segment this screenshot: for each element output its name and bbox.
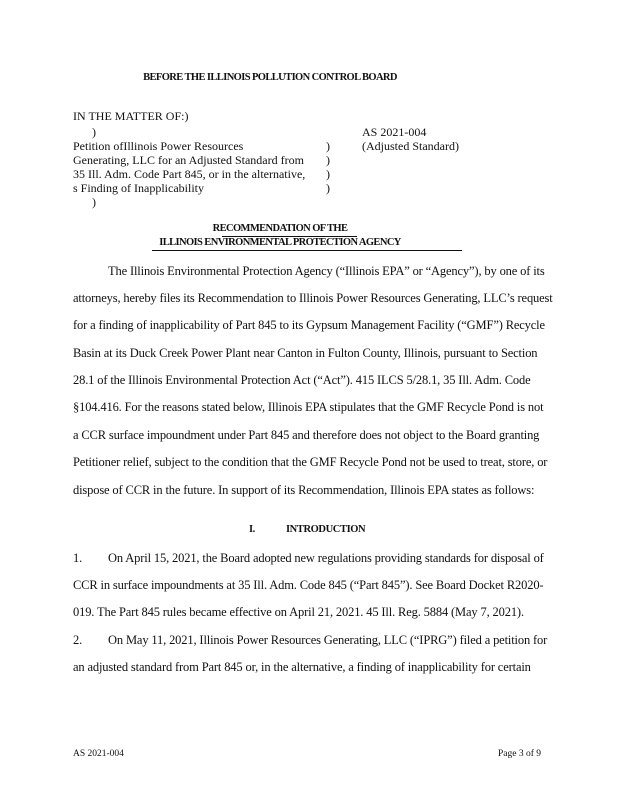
caption-paren: )	[326, 153, 330, 167]
docket-type: (Adjusted Standard)	[362, 139, 459, 153]
paragraph-number: 1.	[73, 551, 83, 565]
caption-paren: )	[92, 125, 96, 139]
paragraph-number: 2.	[73, 633, 83, 647]
intro-line: Basin at its Duck Creek Power Plant near Canton in Fulton County, Illinois, pursuant to Section	[73, 346, 538, 360]
footer-page-number: Page 3 of 9	[498, 749, 542, 759]
paragraph-line: an adjusted standard from Part 845 or, in the alternative, a finding of inapplicability for certain	[73, 660, 531, 674]
intro-line: dispose of CCR in the future. In support of its Recommendation, Illinois EPA states as follows:	[73, 483, 535, 497]
paragraph-line: 019. The Part 845 rules became effective on April 21, 2021. 45 Ill. Reg. 5884 (May 7, 2021).	[73, 605, 524, 619]
section-title: INTRODUCTION	[286, 524, 366, 535]
matter-of-label: IN THE MATTER OF:)	[73, 109, 189, 123]
intro-line: The Illinois Environmental Protection Agency (“Illinois EPA” or “Agency”), by one of its	[108, 264, 545, 278]
petition-line-2: Generating, LLC for an Adjusted Standard from	[73, 153, 304, 167]
petition-line-4: s Finding of Inapplicability	[73, 181, 204, 195]
caption-paren: )	[92, 195, 96, 209]
intro-line: a CCR surface impoundment under Part 845 and therefore does not object to the Board granting	[73, 428, 540, 442]
recommendation-title-line-2: ILLINOIS ENVIRONMENTAL PROTECTION AGENCY	[159, 237, 401, 248]
recommendation-title-line-1: RECOMMENDATION OF THE	[212, 223, 348, 234]
board-title: BEFORE THE ILLINOIS POLLUTION CONTROL BOARD	[143, 72, 397, 83]
section-number: I.	[249, 524, 255, 535]
footer-docket: AS 2021-004	[73, 749, 124, 759]
paragraph-line: On May 11, 2021, Illinois Power Resources Generating, LLC (“IPRG”) filed a petition for	[108, 633, 548, 647]
intro-line: attorneys, hereby files its Recommendation to Illinois Power Resources Generating, LLC’s request	[73, 291, 553, 305]
intro-line: for a finding of inapplicability of Part 845 to its Gypsum Management Facility (“GMF”) Recycle	[73, 318, 545, 332]
paragraph-line: On April 15, 2021, the Board adopted new regulations providing standards for disposal of	[108, 551, 544, 565]
intro-line: §104.416. For the reasons stated below, Illinois EPA stipulates that the GMF Recycle Pond is not	[73, 400, 544, 414]
petition-line-1: Petition ofIllinois Power Resources	[73, 139, 244, 153]
paragraph-line: CCR in surface impoundments at 35 Ill. Adm. Code 845 (“Part 845”). See Board Docket R2020-	[73, 578, 544, 592]
petition-line-3: 35 Ill. Adm. Code Part 845, or in the alternative,	[73, 167, 306, 181]
docket-number: AS 2021-004	[362, 125, 427, 139]
intro-line: 28.1 of the Illinois Environmental Protection Act (“Act”). 415 ILCS 5/28.1, 35 Ill. Adm. Code	[73, 373, 531, 387]
title-underline	[152, 250, 462, 251]
caption-paren: )	[326, 139, 330, 153]
caption-paren: )	[326, 167, 330, 181]
intro-line: Petitioner relief, subject to the condition that the GMF Recycle Pond not be used to treat, store, or	[73, 455, 548, 469]
caption-paren: )	[326, 181, 330, 195]
